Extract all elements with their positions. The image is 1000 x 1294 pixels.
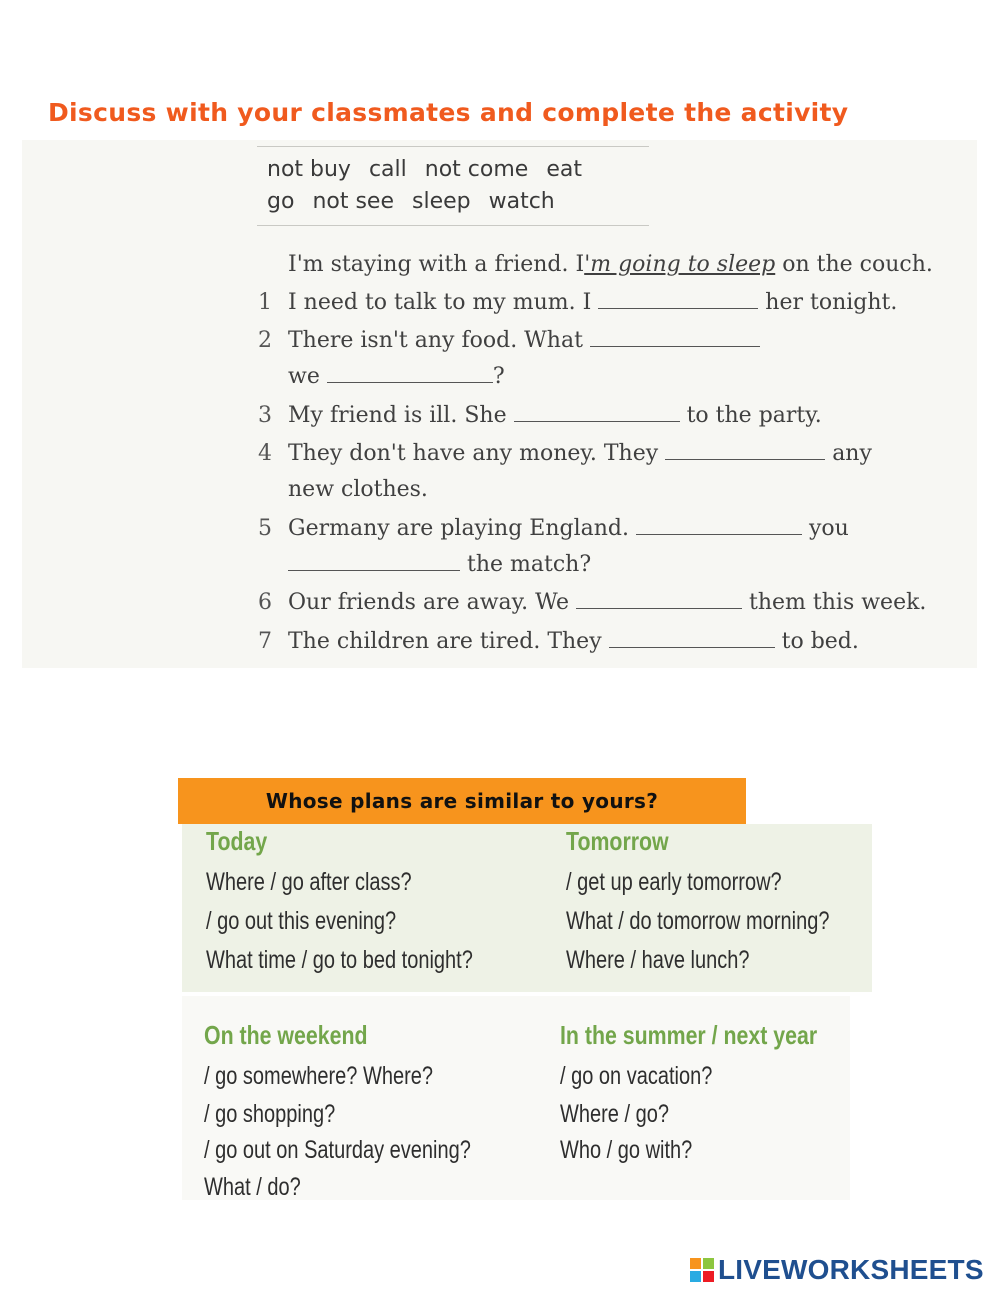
heading-tomorrow: Tomorrow: [566, 826, 669, 856]
item-4-line-1: [288, 441, 872, 466]
question-weekend: What / do?: [204, 1173, 301, 1201]
item-text: There isn't any food. What: [288, 328, 583, 353]
answer-blank[interactable]: [514, 420, 680, 422]
item-text: to bed.: [781, 629, 859, 654]
logo-square: [703, 1271, 714, 1282]
item-text: Our friends are away. We: [288, 590, 570, 615]
heading-summer: In the summer / next year: [560, 1020, 818, 1050]
exercise-2-banner: Whose plans are similar to yours?: [178, 778, 746, 824]
question-today: / go out this evening?: [206, 907, 397, 935]
logo-mark-icon: [690, 1258, 714, 1282]
answer-blank[interactable]: [598, 307, 758, 309]
answer-blank[interactable]: [590, 345, 760, 347]
logo-square: [690, 1271, 701, 1282]
answer-blank[interactable]: [609, 646, 775, 648]
item-5-line-1: [288, 516, 849, 541]
item-1: [288, 290, 897, 315]
item-2-line-2: [288, 364, 505, 389]
heading-today: Today: [206, 826, 268, 856]
item-number: 4: [258, 441, 272, 466]
item-5-line-2: [288, 552, 591, 577]
item-text: her tonight.: [765, 290, 898, 315]
word-chip: not come: [424, 157, 529, 182]
heading-weekend: On the weekend: [204, 1020, 368, 1050]
item-number: 3: [258, 403, 272, 428]
word-row-1: [267, 157, 600, 182]
item-2-line-1: [288, 328, 760, 353]
answer-blank[interactable]: [288, 569, 460, 571]
liveworksheets-logo[interactable]: [690, 1254, 984, 1286]
item-text: you: [808, 516, 849, 541]
word-chip: eat: [546, 157, 582, 182]
logo-square: [690, 1258, 701, 1269]
item-text: The children are tired. They: [288, 629, 602, 654]
question-weekend: / go shopping?: [204, 1100, 336, 1128]
item-4-line-2: new clothes.: [288, 477, 428, 502]
word-chip: call: [368, 157, 407, 182]
example-answer: 'm going to sleep: [584, 252, 776, 277]
item-text: They don't have any money. They: [288, 441, 659, 466]
question-today: What time / go to bed tonight?: [206, 946, 473, 974]
item-number: 7: [258, 629, 272, 654]
exercise-1-panel: [22, 140, 977, 668]
item-number: 6: [258, 590, 272, 615]
item-number: 2: [258, 328, 272, 353]
answer-blank[interactable]: [665, 458, 825, 460]
word-chip: sleep: [412, 189, 471, 214]
answer-blank[interactable]: [636, 533, 802, 535]
question-tomorrow: Where / have lunch?: [566, 946, 750, 974]
item-text: the match?: [467, 552, 592, 577]
logo-square: [703, 1258, 714, 1269]
item-number: 1: [258, 290, 272, 315]
item-text: to the party.: [686, 403, 822, 428]
question-summer: Who / go with?: [560, 1136, 693, 1164]
logo-text: LIVEWORKSHEETS: [718, 1254, 984, 1285]
example-text: I'm staying with a friend. I: [288, 252, 585, 277]
item-3: [288, 403, 822, 428]
instruction-heading: Discuss with your classmates and complete the activity: [48, 98, 849, 127]
item-text: ?: [492, 364, 505, 389]
question-weekend: / go somewhere? Where?: [204, 1062, 434, 1090]
word-chip: watch: [488, 189, 555, 214]
item-text: we: [288, 364, 320, 389]
example-text: on the couch.: [782, 252, 933, 277]
answer-blank[interactable]: [327, 381, 493, 383]
question-weekend: / go out on Saturday evening?: [204, 1136, 471, 1164]
word-box: [257, 146, 649, 226]
exercise-2-panel: [178, 778, 890, 1200]
item-6: [288, 590, 926, 615]
item-text: them this week.: [749, 590, 927, 615]
word-chip: go: [267, 189, 295, 214]
item-7: [288, 629, 859, 654]
item-text: any: [832, 441, 872, 466]
example-sentence: [288, 252, 933, 277]
item-number: 5: [258, 516, 272, 541]
question-tomorrow: What / do tomorrow morning?: [566, 907, 830, 935]
item-text: I need to talk to my mum. I: [288, 290, 592, 315]
question-tomorrow: / get up early tomorrow?: [566, 868, 782, 896]
question-summer: / go on vacation?: [560, 1062, 713, 1090]
word-chip: not see: [312, 189, 394, 214]
word-chip: not buy: [267, 157, 351, 182]
question-summer: Where / go?: [560, 1100, 669, 1128]
item-text: My friend is ill. She: [288, 403, 507, 428]
answer-blank[interactable]: [576, 607, 742, 609]
item-text: Germany are playing England.: [288, 516, 629, 541]
word-row-2: [267, 189, 573, 214]
question-today: Where / go after class?: [206, 868, 412, 896]
